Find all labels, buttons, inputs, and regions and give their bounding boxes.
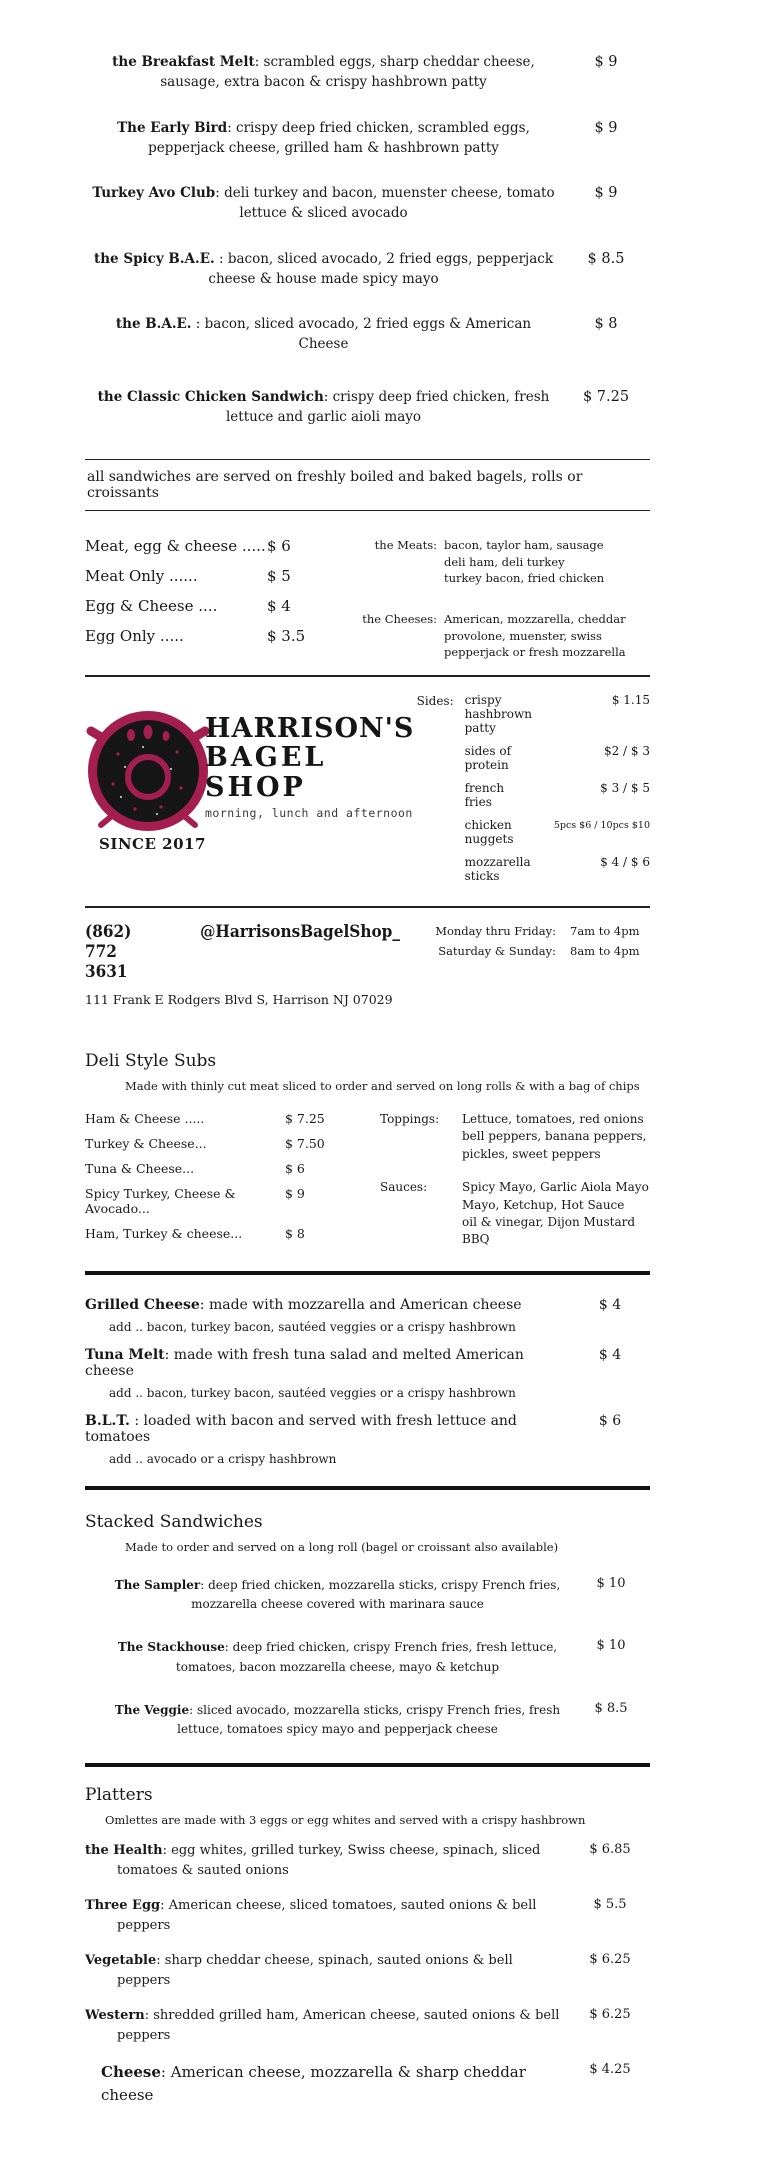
item-desc: deep fried chicken, mozzarella sticks, crispy French fries, mozzarella cheese covered with marinara sauce [191, 1578, 561, 1612]
item-desc: made with mozzarella and American cheese [208, 1297, 522, 1314]
sauces-label: Sauces: [380, 1180, 428, 1195]
platters-section [85, 1785, 650, 2106]
price-label: Meat, egg & cheese ..... [85, 537, 266, 555]
banner-text: all sandwiches are served on freshly boiled and baked bagels, rolls or croissants [87, 469, 583, 501]
item-name: B.L.T. [85, 1413, 130, 1430]
item-price: $ 6.25 [589, 1952, 631, 1968]
meats-lines [444, 537, 650, 587]
item-desc: American cheese, sliced tomatoes, sauted onions & bell peppers [117, 1898, 537, 1933]
sub-row [85, 1186, 370, 1216]
specials-section [85, 52, 650, 427]
sauces-line: oil & vinegar, Dijon Mustard [462, 1214, 636, 1229]
item-price: $ 8.5 [594, 1700, 628, 1716]
item-name: Vegetable [85, 1953, 157, 1969]
sides-label: Sides: [416, 694, 454, 709]
cheeses-info [357, 611, 650, 661]
sauces-lines [462, 1179, 650, 1249]
sub-price: $ 8 [285, 1226, 305, 1242]
side-row [465, 744, 650, 772]
shop-tagline: morning, lunch and afternoon [205, 805, 413, 820]
shop-name-line1: HARRISON'S [205, 713, 415, 745]
item-name: The Sampler [114, 1578, 201, 1593]
menu-item-western [85, 2006, 650, 2045]
sub-price: $ 9 [285, 1186, 305, 1202]
item-desc: sliced avocado, mozzarella sticks, crispy French fries, fresh lettuce, tomatoes spicy mayo and pepperjack cheese [177, 1702, 561, 1736]
item-price: $ 4 [598, 1347, 622, 1364]
item-text [85, 2061, 570, 2106]
item-separator: : [189, 1702, 197, 1717]
side-name: chicken nuggets [464, 818, 514, 847]
price-row [85, 627, 335, 645]
side-row [465, 693, 650, 735]
item-separator: : [156, 1953, 165, 1969]
menu-item-sampler [85, 1576, 650, 1614]
price-label: Egg & Cheese .... [85, 597, 218, 615]
side-name: crispy hashbrown patty [464, 693, 533, 736]
item-name: Tuna Melt [85, 1347, 165, 1364]
bagel-price-list [85, 537, 335, 661]
item-desc: scrambled eggs, sharp cheddar cheese, sausage, extra bacon & crispy hashbrown patty [160, 54, 535, 91]
menu-item-bae [85, 314, 650, 355]
contact-line [85, 922, 400, 982]
sub-row [85, 1161, 370, 1176]
meats-line: deli ham, deli turkey [444, 554, 565, 569]
meats-line: bacon, taylor ham, sausage [444, 538, 604, 552]
sub-price: $ 7.50 [285, 1136, 325, 1152]
menu-item-veggie [85, 1701, 650, 1739]
item-desc: sharp cheddar cheese, spinach, sauted onions & bell peppers [117, 1953, 513, 1988]
item-separator: : [254, 54, 264, 70]
item-separator: : [224, 1640, 233, 1655]
banner-note [85, 459, 650, 511]
shop-name-line2: BAGEL SHOP [205, 742, 327, 804]
toppings-label: Toppings: [380, 1112, 440, 1127]
item-text [85, 52, 562, 93]
cheeses-label: the Cheeses: [362, 612, 437, 627]
price-value: $ 4 [267, 597, 291, 615]
item-name: The Early Bird [117, 119, 228, 136]
bagel-prices-section [85, 537, 650, 661]
item-separator: : [214, 250, 228, 267]
item-name: Western [85, 2008, 145, 2024]
item-separator: : [162, 1843, 172, 1859]
price-label: Meat Only ...... [85, 567, 198, 585]
menu-item-vegetable [85, 1951, 650, 1990]
hours-days: Monday thru Friday: [435, 924, 556, 939]
contact-section [85, 922, 650, 1007]
item-price: $ 6.25 [589, 2007, 631, 2023]
sub-name: Ham, Turkey & cheese... [85, 1226, 243, 1242]
item-text [85, 1413, 570, 1445]
item-price: $ 9 [594, 185, 618, 201]
sauces-line: BBQ [462, 1232, 490, 1247]
shop-logo [85, 687, 417, 854]
item-text [85, 387, 562, 428]
price-value: $ 6 [267, 537, 291, 555]
item-price: $ 6 [598, 1413, 622, 1430]
section-title: Deli Style Subs [85, 1051, 217, 1072]
section-subtitle: Made to order and served on a long roll (bagel or croissant also available) [125, 1540, 559, 1555]
item-name: the Classic Chicken Sandwich [97, 388, 324, 405]
menu-item-classic-chicken [85, 387, 650, 428]
item-name: Grilled Cheese [85, 1297, 200, 1314]
sides-list [465, 693, 650, 892]
sub-name: Turkey & Cheese... [85, 1136, 207, 1152]
item-text [85, 183, 562, 224]
toppings-lines [462, 1111, 650, 1163]
item-desc: loaded with bacon and served with fresh lettuce and tomatoes [85, 1413, 517, 1446]
melts-section [85, 1297, 650, 1466]
item-text [85, 2006, 570, 2045]
item-separator: : [199, 1297, 209, 1314]
item-text [85, 1951, 570, 1990]
cheeses-line: pepperjack or fresh mozzarella [444, 645, 626, 660]
price-row [85, 537, 335, 555]
stacked-section [85, 1512, 650, 1739]
price-row [85, 597, 335, 615]
cheeses-line: provolone, muenster, swiss [444, 628, 602, 643]
price-value: $ 5 [267, 567, 291, 585]
menu-item-tuna-melt [85, 1347, 650, 1379]
item-text [85, 118, 562, 159]
item-separator: : [191, 316, 205, 332]
item-desc: bacon, sliced avocado, 2 fried eggs, pepperjack cheese & house made spicy mayo [208, 250, 553, 287]
item-price: $ 8.5 [587, 250, 625, 267]
menu-item-blt [85, 1413, 650, 1445]
item-text [85, 1297, 570, 1313]
section-title: Stacked Sandwiches [85, 1512, 263, 1533]
meats-info [357, 537, 650, 587]
instagram-handle: @HarrisonsBagelShop_ [200, 922, 400, 943]
side-row [465, 781, 650, 809]
item-desc: egg whites, grilled turkey, Swiss cheese, spinach, sliced tomatoes & sauted onions [117, 1843, 541, 1878]
item-desc: crispy deep fried chicken, fresh lettuce and garlic aioli mayo [225, 388, 550, 425]
menu-item-health [85, 1841, 650, 1880]
item-text [85, 314, 562, 355]
sub-row [85, 1226, 370, 1241]
item-addons: add .. avocado or a crispy hashbrown [109, 1452, 337, 1467]
side-price: $ 1.15 [611, 693, 650, 708]
item-separator: : [144, 2008, 154, 2024]
item-desc: shredded grilled ham, American cheese, sauted onions & bell peppers [117, 2008, 560, 2043]
side-price: $2 / $ 3 [603, 744, 650, 759]
item-separator: : [160, 2063, 171, 2082]
item-price: $ 4.25 [589, 2062, 631, 2078]
divider [85, 510, 650, 511]
cheeses-line: American, mozzarella, cheddar [444, 612, 626, 627]
price-row [85, 567, 335, 585]
platter-items [85, 1841, 650, 2106]
item-name: Cheese [101, 2063, 161, 2082]
price-label: Egg Only ..... [85, 627, 184, 645]
sub-price: $ 7.25 [285, 1111, 325, 1127]
bagel-logo-icon [73, 689, 223, 839]
item-separator: : [129, 1413, 144, 1430]
item-name: the Breakfast Melt [112, 54, 255, 70]
item-name: Three Egg [85, 1898, 161, 1914]
item-addons: add .. bacon, turkey bacon, sautéed veggies or a crispy hashbrown [109, 1320, 516, 1335]
item-price: $ 10 [596, 1576, 626, 1592]
item-price: $ 9 [594, 54, 618, 70]
item-desc: bacon, sliced avocado, 2 fried eggs & American Cheese [204, 316, 532, 353]
subs-body [85, 1111, 650, 1251]
item-separator: : [160, 1898, 169, 1914]
sub-price: $ 6 [285, 1161, 305, 1177]
sauces-line: Mayo, Ketchup, Hot Sauce [462, 1197, 625, 1212]
meats-label: the Meats: [374, 538, 437, 552]
menu-item-turkey-avo-club [85, 183, 650, 224]
menu-item-spicy-bae [85, 249, 650, 290]
side-row [465, 818, 650, 846]
menu-item-cheese [85, 2061, 650, 2106]
sides-block [417, 693, 650, 892]
item-name: the B.A.E. [115, 316, 192, 332]
sub-name: Spicy Turkey, Cheese & Avocado... [85, 1186, 236, 1217]
toppings-info [380, 1111, 650, 1163]
side-price: $ 4 / $ 6 [600, 855, 650, 870]
sauces-info [380, 1179, 650, 1249]
item-price: $ 9 [594, 119, 618, 136]
item-price: $ 6.85 [589, 1842, 631, 1858]
item-separator: : [215, 185, 225, 201]
toppings-line: Lettuce, tomatoes, red onions [462, 1112, 644, 1127]
item-separator: : [323, 388, 333, 405]
logo-sides-section [85, 687, 650, 892]
subs-section [85, 1051, 650, 1251]
contact-info [85, 922, 400, 1007]
item-desc: made with fresh tuna salad and melted American cheese [85, 1347, 524, 1380]
item-separator: : [227, 119, 237, 136]
sub-name: Tuna & Cheese... [85, 1161, 195, 1177]
meats-cheeses-info [335, 537, 650, 661]
sides-section [417, 687, 650, 892]
side-price: $ 3 / $ 5 [600, 781, 650, 796]
item-text [85, 1347, 570, 1379]
sub-name: Ham & Cheese ..... [85, 1111, 205, 1127]
stacked-items [85, 1576, 650, 1739]
street-address: 111 Frank E Rodgers Blvd S, Harrison NJ 07029 [85, 992, 393, 1008]
item-text [85, 1896, 570, 1935]
hours-row [400, 924, 650, 938]
side-name: mozzarella sticks [464, 855, 531, 884]
divider [85, 1486, 650, 1490]
item-name: Turkey Avo Club [92, 185, 216, 201]
item-separator: : [200, 1578, 209, 1593]
item-name: the Spicy B.A.E. [94, 250, 215, 267]
phone-number: (862) 772 3631 [85, 922, 132, 983]
item-text [85, 1841, 570, 1880]
side-name: sides of protein [464, 744, 512, 773]
side-name: french fries [464, 781, 505, 810]
divider [85, 1271, 650, 1275]
sub-row [85, 1136, 370, 1151]
item-price: $ 8 [594, 316, 618, 332]
toppings-sauces-info [370, 1111, 650, 1251]
divider [85, 675, 650, 677]
menu-item-breakfast-melt [85, 52, 650, 93]
item-price: $ 7.25 [582, 388, 630, 405]
subs-price-list [85, 1111, 370, 1251]
item-desc: American cheese, mozzarella & sharp cheddar cheese [101, 2063, 526, 2104]
divider [85, 1763, 650, 1767]
item-name: The Stackhouse [117, 1640, 225, 1655]
item-separator: : [164, 1347, 174, 1364]
toppings-line: bell peppers, banana peppers, [462, 1129, 647, 1144]
hours-days: Saturday & Sunday: [438, 944, 556, 959]
hours-row [400, 944, 650, 958]
item-text [85, 1576, 572, 1614]
toppings-line: pickles, sweet peppers [462, 1146, 601, 1161]
menu-item-three-egg [85, 1896, 650, 1935]
meats-line: turkey bacon, fried chicken [444, 571, 605, 586]
menu-item-grilled-cheese [85, 1297, 650, 1313]
side-row [465, 855, 650, 883]
section-subtitle: Made with thinly cut meat sliced to order and served on long rolls & with a bag of chips [125, 1079, 640, 1094]
cheeses-lines [444, 611, 650, 661]
item-name: The Veggie [114, 1702, 190, 1717]
item-desc: deep fried chicken, crispy French fries, fresh lettuce, tomatoes, bacon mozzarella cheese, mayo & ketchup [175, 1640, 558, 1674]
divider [85, 906, 650, 908]
item-price: $ 10 [596, 1638, 626, 1654]
item-text [85, 1638, 572, 1676]
sub-row [85, 1111, 370, 1126]
menu-item-stackhouse [85, 1638, 650, 1676]
hours-time: 7am to 4pm [570, 924, 640, 939]
item-desc: deli turkey and bacon, muenster cheese, tomato lettuce & sliced avocado [224, 185, 555, 222]
item-name: the Health [85, 1843, 163, 1859]
section-subtitle: Omlettes are made with 3 eggs or egg whites and served with a crispy hashbrown [105, 1813, 586, 1828]
item-addons: add .. bacon, turkey bacon, sautéed veggies or a crispy hashbrown [109, 1386, 516, 1401]
menu-item-early-bird [85, 118, 650, 159]
shop-name [205, 715, 435, 820]
item-price: $ 5.5 [593, 1897, 627, 1913]
price-value: $ 3.5 [267, 627, 306, 645]
hours-block [400, 922, 650, 1007]
item-text [85, 1701, 572, 1739]
item-price: $ 4 [598, 1297, 622, 1314]
sauces-line: Spicy Mayo, Garlic Aiola Mayo [462, 1180, 649, 1195]
section-title: Platters [85, 1785, 153, 1806]
item-desc: crispy deep fried chicken, scrambled eggs, pepperjack cheese, grilled ham & hashbrown patty [148, 119, 530, 156]
side-price: 5pcs $6 / 10pcs $10 [553, 820, 650, 832]
item-text [85, 249, 562, 290]
since-badge: SINCE 2017 [99, 835, 206, 854]
hours-time: 8am to 4pm [570, 944, 640, 959]
